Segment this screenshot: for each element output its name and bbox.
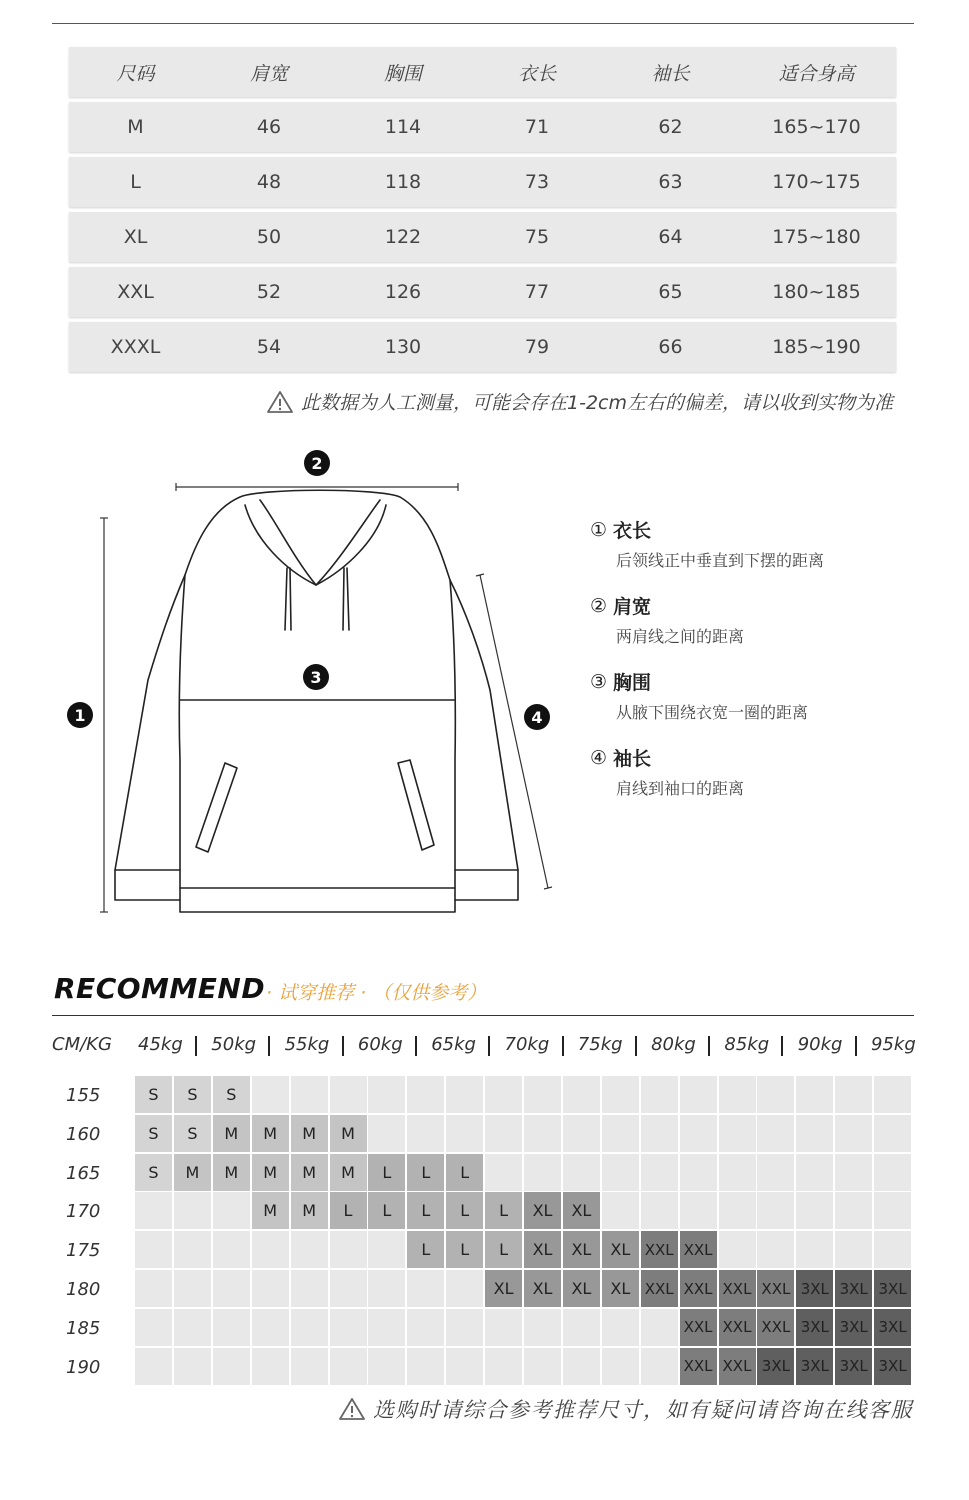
grid-cell (719, 1115, 757, 1153)
measurement-legend (590, 516, 920, 820)
table-cell: XL (123, 226, 148, 248)
legend-title: 袖长 (613, 748, 652, 770)
grid-cell: L (407, 1154, 445, 1192)
grid-cell: S (174, 1076, 212, 1114)
grid-cell (174, 1231, 212, 1269)
grid-cell: L (485, 1192, 523, 1230)
grid-cell (291, 1348, 329, 1386)
height-label: 175 (66, 1240, 101, 1262)
grid-cell (835, 1231, 873, 1269)
grid-cell: 3XL (874, 1348, 912, 1386)
weight-label: 75kg (577, 1034, 623, 1055)
grid-cell (368, 1231, 406, 1269)
grid-cell: S (213, 1076, 251, 1114)
header-cell: 适合身高 (778, 62, 855, 85)
grid-cell (446, 1309, 484, 1347)
grid-cell (874, 1154, 912, 1192)
grid-cell (563, 1115, 601, 1153)
grid-cell (602, 1348, 640, 1386)
height-label: 160 (66, 1123, 101, 1145)
weight-label: 50kg (211, 1034, 257, 1055)
grid-cell (135, 1231, 173, 1269)
table-cell: 66 (658, 336, 683, 358)
weight-header (52, 1030, 922, 1062)
grid-cell: M (291, 1154, 329, 1192)
header-cell: 肩宽 (249, 62, 288, 85)
grid-cell (641, 1192, 679, 1230)
grid-cell (446, 1348, 484, 1386)
weight-label: 45kg (138, 1034, 183, 1055)
height-label: 170 (66, 1201, 101, 1223)
grid-cell (524, 1115, 562, 1153)
weight-separator (268, 1036, 270, 1056)
weight-separator (415, 1036, 417, 1056)
recommend-title: RECOMMEND (54, 972, 266, 1005)
grid-cell (291, 1076, 329, 1114)
grid-cell (252, 1231, 290, 1269)
grid-cell (757, 1115, 795, 1153)
legend-item (590, 516, 920, 571)
table-cell: 79 (524, 336, 550, 358)
legend-item (590, 668, 920, 723)
grid-cell: M (174, 1154, 212, 1192)
grid-cell (291, 1309, 329, 1347)
grid-cell (485, 1309, 523, 1347)
table-cell: 130 (384, 336, 422, 358)
measurement-note (267, 388, 893, 415)
grid-cell: 3XL (835, 1348, 873, 1386)
grid-cell (407, 1348, 445, 1386)
height-label: 165 (66, 1162, 101, 1184)
grid-cell (368, 1309, 406, 1347)
grid-cell (368, 1270, 406, 1308)
table-cell: XXXL (110, 336, 161, 358)
header-cell: 尺码 (116, 62, 155, 85)
table-cell: 71 (524, 116, 550, 138)
grid-cell (485, 1076, 523, 1114)
grid-cell (602, 1309, 640, 1347)
grid-cell: 3XL (835, 1309, 873, 1347)
grid-cell: S (135, 1115, 173, 1153)
grid-cell (368, 1076, 406, 1114)
table-cell: M (127, 116, 144, 138)
grid-cell (602, 1154, 640, 1192)
grid-cell (796, 1231, 834, 1269)
grid-cell (135, 1309, 173, 1347)
grid-cell (796, 1076, 834, 1114)
grid-cell (407, 1309, 445, 1347)
grid-cell (407, 1076, 445, 1114)
grid-cell (213, 1270, 251, 1308)
table-row (69, 102, 896, 152)
table-cell: 77 (524, 281, 550, 303)
grid-cell (719, 1154, 757, 1192)
grid-cell: 3XL (796, 1348, 834, 1386)
legend-description: 后领线正中垂直到下摆的距离 (616, 551, 825, 570)
table-cell: 122 (384, 226, 422, 248)
legend-number: ④ (590, 746, 608, 769)
grid-cell: M (213, 1154, 251, 1192)
grid-cell (757, 1154, 795, 1192)
legend-number: ① (590, 518, 608, 541)
weight-separator (855, 1036, 857, 1056)
table-cell: 185~190 (772, 336, 861, 358)
grid-cell: XXL (719, 1270, 757, 1308)
table-cell: 73 (524, 171, 550, 193)
grid-cell: M (330, 1154, 368, 1192)
table-cell: 180~185 (772, 281, 861, 303)
weight-label: 55kg (284, 1034, 330, 1055)
table-cell: 165~170 (772, 116, 861, 138)
grid-cell: L (330, 1192, 368, 1230)
grid-cell (446, 1115, 484, 1153)
warning-icon (267, 390, 293, 414)
corner-label: CM/KG (52, 1034, 112, 1055)
grid-cell (330, 1348, 368, 1386)
table-cell: 114 (384, 116, 422, 138)
legend-title: 衣长 (613, 520, 652, 542)
purchase-note-text: 选购时请综合参考推荐尺寸，如有疑问请咨询在线客服 (373, 1398, 913, 1422)
weight-separator (488, 1036, 490, 1056)
grid-cell: S (135, 1154, 173, 1192)
table-row (69, 157, 896, 207)
grid-cell (796, 1154, 834, 1192)
grid-cell (174, 1309, 212, 1347)
grid-cell: XL (524, 1270, 562, 1308)
grid-cell (174, 1192, 212, 1230)
grid-cell (446, 1076, 484, 1114)
weight-separator (708, 1036, 710, 1056)
recommend-subtitle: · 试穿推荐 · （仅供参考） (266, 982, 487, 1004)
grid-cell (680, 1154, 718, 1192)
table-cell: 64 (658, 226, 683, 248)
weight-label: 60kg (357, 1034, 403, 1055)
grid-cell (719, 1192, 757, 1230)
table-cell: 126 (384, 281, 422, 303)
grid-cell: M (252, 1192, 290, 1230)
grid-cell (524, 1348, 562, 1386)
grid-cell: XL (524, 1192, 562, 1230)
grid-cell (213, 1309, 251, 1347)
grid-cell (330, 1231, 368, 1269)
grid-cell (719, 1076, 757, 1114)
grid-cell: L (407, 1192, 445, 1230)
table-cell: 50 (256, 226, 282, 248)
table-cell: 46 (256, 116, 282, 138)
grid-cell (602, 1192, 640, 1230)
legend-number: ② (590, 594, 608, 617)
grid-cell (719, 1231, 757, 1269)
grid-cell: XL (563, 1231, 601, 1269)
grid-cell (213, 1348, 251, 1386)
measurement-note-text: 此数据为人工测量，可能会存在1-2cm左右的偏差，请以收到实物为准 (301, 392, 893, 414)
grid-cell: L (368, 1192, 406, 1230)
grid-cell (602, 1115, 640, 1153)
grid-cell (407, 1115, 445, 1153)
grid-cell: M (291, 1115, 329, 1153)
table-row (69, 322, 896, 372)
grid-cell (407, 1270, 445, 1308)
grid-cell: XXL (680, 1270, 718, 1308)
marker-3 (303, 664, 329, 690)
grid-cell (135, 1348, 173, 1386)
grid-cell (641, 1076, 679, 1114)
grid-cell (368, 1115, 406, 1153)
grid-cell: L (446, 1192, 484, 1230)
legend-number: ③ (590, 670, 608, 693)
grid-cell: 3XL (874, 1270, 912, 1308)
grid-cell (641, 1115, 679, 1153)
grid-cell (757, 1076, 795, 1114)
grid-cell: L (368, 1154, 406, 1192)
grid-cell: M (213, 1115, 251, 1153)
grid-cell (641, 1348, 679, 1386)
table-cell: 63 (658, 171, 683, 193)
weight-label: 85kg (724, 1034, 770, 1055)
grid-cell (796, 1192, 834, 1230)
weight-label: 90kg (797, 1034, 843, 1055)
table-row (69, 212, 896, 262)
grid-cell (680, 1076, 718, 1114)
grid-cell: XL (485, 1270, 523, 1308)
table-cell: 170~175 (772, 171, 861, 193)
grid-cell (835, 1076, 873, 1114)
weight-separator (562, 1036, 564, 1056)
grid-cell (291, 1270, 329, 1308)
grid-cell: S (174, 1115, 212, 1153)
grid-cell (563, 1154, 601, 1192)
table-cell: 65 (658, 281, 683, 303)
legend-description: 肩线到袖口的距离 (616, 779, 745, 798)
header-cell: 胸围 (383, 62, 422, 85)
header-cell: 衣长 (517, 62, 556, 85)
table-cell: L (130, 171, 141, 193)
grid-cell (835, 1115, 873, 1153)
grid-cell (563, 1348, 601, 1386)
grid-cell (252, 1348, 290, 1386)
table-cell: 48 (256, 171, 282, 193)
grid-cell: L (446, 1154, 484, 1192)
grid-cell: XXL (719, 1309, 757, 1347)
svg-text:3: 3 (310, 668, 322, 687)
grid-cell: 3XL (757, 1348, 795, 1386)
grid-cell (680, 1192, 718, 1230)
grid-cell: XXL (641, 1231, 679, 1269)
grid-cell (485, 1115, 523, 1153)
size-table (69, 47, 896, 377)
grid-cell: 3XL (796, 1270, 834, 1308)
grid-cell (368, 1348, 406, 1386)
grid-cell (252, 1270, 290, 1308)
grid-cell: XXL (680, 1309, 718, 1347)
header-cell: 袖长 (651, 62, 690, 85)
grid-cell (874, 1192, 912, 1230)
table-cell: 62 (658, 116, 683, 138)
grid-cell: 3XL (796, 1309, 834, 1347)
grid-cell (602, 1076, 640, 1114)
table-cell: 175~180 (772, 226, 861, 248)
grid-cell (874, 1076, 912, 1114)
grid-cell (641, 1309, 679, 1347)
grid-cell: XXL (641, 1270, 679, 1308)
marker-4 (524, 704, 550, 730)
grid-cell (174, 1348, 212, 1386)
grid-cell (757, 1231, 795, 1269)
grid-cell (524, 1309, 562, 1347)
table-cell: 54 (256, 336, 282, 358)
grid-cell (174, 1270, 212, 1308)
height-label: 155 (66, 1085, 101, 1106)
grid-cell (330, 1076, 368, 1114)
legend-description: 两肩线之间的距离 (616, 627, 745, 646)
grid-cell (835, 1154, 873, 1192)
height-label: 180 (66, 1279, 101, 1300)
weight-label: 65kg (431, 1034, 476, 1055)
legend-title: 肩宽 (613, 596, 652, 618)
top-divider (52, 23, 914, 24)
grid-cell: 3XL (874, 1309, 912, 1347)
table-cell: 52 (256, 281, 282, 303)
grid-cell (757, 1192, 795, 1230)
height-label: 185 (66, 1317, 101, 1339)
weight-separator (635, 1036, 637, 1056)
table-cell: 118 (384, 171, 422, 193)
grid-cell (252, 1309, 290, 1347)
legend-description: 从腋下围绕衣宽一圈的距离 (616, 703, 809, 722)
grid-cell (252, 1076, 290, 1114)
table-cell: XXL (117, 281, 154, 303)
weight-label: 95kg (871, 1034, 916, 1055)
weight-separator (195, 1036, 197, 1056)
grid-cell: 3XL (835, 1270, 873, 1308)
height-label: 190 (66, 1356, 101, 1378)
purchase-note (339, 1394, 913, 1424)
grid-cell (330, 1270, 368, 1308)
legend-item (590, 592, 920, 647)
grid-cell (641, 1154, 679, 1192)
grid-cell: XXL (757, 1270, 795, 1308)
weight-label: 80kg (651, 1034, 696, 1055)
grid-cell: M (291, 1192, 329, 1230)
weight-separator (342, 1036, 344, 1056)
grid-cell: XL (524, 1231, 562, 1269)
table-row (69, 267, 896, 317)
grid-cell (135, 1270, 173, 1308)
recommend-divider (52, 1015, 914, 1016)
table-cell: 75 (524, 226, 550, 248)
grid-cell (796, 1115, 834, 1153)
grid-cell: M (330, 1115, 368, 1153)
grid-cell (291, 1231, 329, 1269)
svg-text:4: 4 (531, 708, 543, 727)
weight-separator (781, 1036, 783, 1056)
grid-cell (446, 1270, 484, 1308)
grid-cell: L (446, 1231, 484, 1269)
weight-label: 70kg (504, 1034, 550, 1055)
legend-title: 胸围 (613, 672, 652, 694)
grid-cell: M (252, 1115, 290, 1153)
grid-cell: M (252, 1154, 290, 1192)
grid-cell (213, 1192, 251, 1230)
grid-cell (680, 1115, 718, 1153)
grid-cell (563, 1309, 601, 1347)
grid-cell (563, 1076, 601, 1114)
grid-cell (524, 1154, 562, 1192)
grid-cell: S (135, 1076, 173, 1114)
grid-cell: XXL (719, 1348, 757, 1386)
marker-2 (304, 450, 330, 476)
grid-cell (485, 1348, 523, 1386)
warning-icon (339, 1397, 365, 1421)
grid-cell: L (485, 1231, 523, 1269)
grid-cell: XL (602, 1270, 640, 1308)
grid-cell: XXL (757, 1309, 795, 1347)
grid-cell: XXL (680, 1231, 718, 1269)
grid-cell (330, 1309, 368, 1347)
grid-cell (213, 1231, 251, 1269)
grid-cell: XL (563, 1270, 601, 1308)
grid-cell: XXL (680, 1348, 718, 1386)
grid-cell (524, 1076, 562, 1114)
grid-cell (835, 1192, 873, 1230)
grid-cell: XL (563, 1192, 601, 1230)
marker-1 (67, 702, 93, 728)
grid-cell: XL (602, 1231, 640, 1269)
size-table-header (69, 47, 896, 97)
grid-cell (874, 1115, 912, 1153)
svg-text:2: 2 (311, 454, 323, 473)
legend-item (590, 744, 920, 799)
grid-cell (485, 1154, 523, 1192)
svg-text:1: 1 (74, 706, 86, 725)
hoodie-diagram (0, 440, 580, 930)
grid-cell (135, 1192, 173, 1230)
grid-cell: L (407, 1231, 445, 1269)
grid-cell (874, 1231, 912, 1269)
